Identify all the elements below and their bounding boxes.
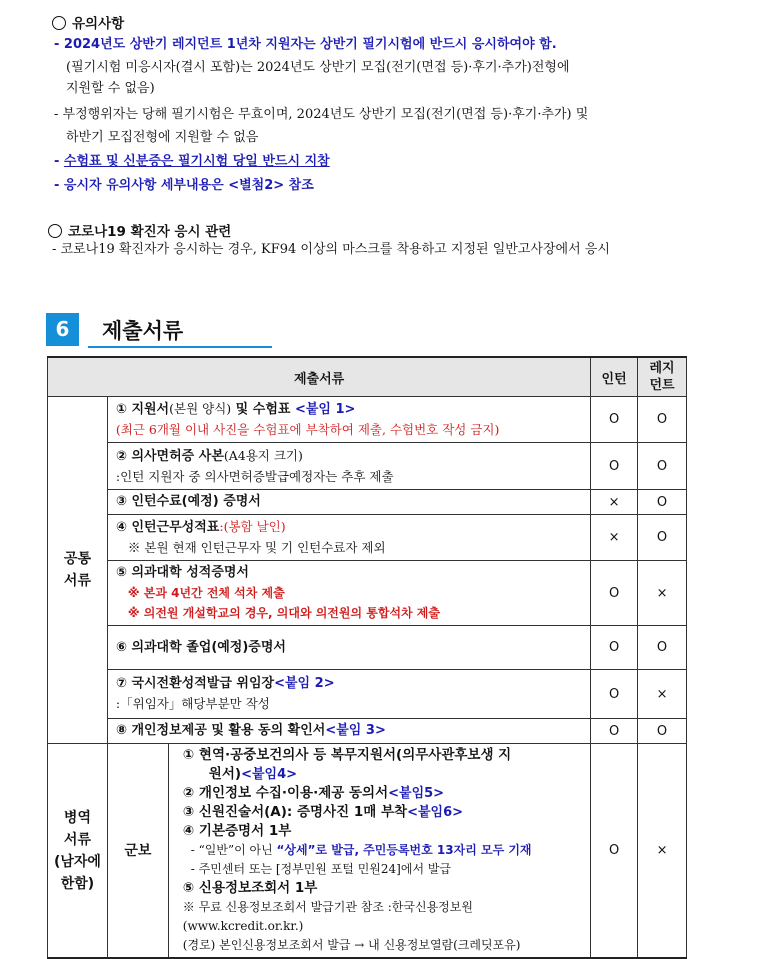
intern-mark: × xyxy=(591,490,638,515)
resident-mark: × xyxy=(638,744,687,959)
table-row xyxy=(48,515,687,561)
table-row-military xyxy=(48,744,687,959)
documents-table xyxy=(47,356,687,959)
doc-title: ⑦ 국시전환성적발급 위임장 xyxy=(115,676,275,691)
notes-line-6 xyxy=(54,153,330,171)
intern-mark: O xyxy=(591,719,638,744)
military-item-2-ref: <붙임5> xyxy=(388,786,445,801)
resident-mark: O xyxy=(638,719,687,744)
doc-title-paren: :(봉함 날인) xyxy=(219,519,286,534)
doc-title: ① 지원서 xyxy=(115,402,170,417)
common-docs-label xyxy=(48,397,108,744)
doc-note: :「위임자」해당부분만 작성 xyxy=(115,696,270,711)
doc-attachment-ref: <붙임 3> xyxy=(325,723,386,738)
intern-mark: O xyxy=(591,670,638,719)
intern-mark: O xyxy=(591,626,638,670)
common-label-line1: 공통 xyxy=(63,551,91,567)
intern-mark: O xyxy=(591,744,638,959)
doc-title: ③ 인턴수료(예정) 증명서 xyxy=(115,494,261,509)
resident-mark: O xyxy=(638,397,687,443)
notes-line-1: - 2024년도 상반기 레지던트 1년차 지원자는 상반기 필기시험에 반드시 응시하여야 함. xyxy=(54,37,557,52)
header-intern: 인턴 xyxy=(591,357,638,397)
header-resident-line2: 던트 xyxy=(649,378,675,393)
military-item-4-note-pre: - “일반”이 아닌 xyxy=(190,843,277,857)
doc-title-paren: (본원 양식) xyxy=(169,401,232,416)
resident-mark: O xyxy=(638,626,687,670)
military-sub-label: 군보 xyxy=(107,744,168,959)
circle-bullet-icon xyxy=(48,224,62,238)
table-row xyxy=(48,719,687,744)
intern-mark: × xyxy=(591,515,638,561)
notes-line-6-dash: - xyxy=(54,154,64,169)
notes-line-3: 지원할 수 없음) xyxy=(66,81,155,96)
doc-item-3 xyxy=(107,490,590,515)
doc-note: ※ 본원 현재 인턴근무자 및 기 인턴수료자 제외 xyxy=(127,540,386,555)
doc-title: ⑥ 의과대학 졸업(예정)증명서 xyxy=(115,639,286,655)
military-item-1: ① 현역·공중보건의사 등 복무지원서(의무사관후보생 지 xyxy=(182,747,512,763)
military-item-4-note-2: - 주민센터 또는 [정부민원 포털 민원24]에서 발급 xyxy=(190,862,452,876)
section-number-badge: 6 xyxy=(46,313,79,346)
covid-line-1: - 코로나19 확진자가 응시하는 경우, KF94 이상의 마스크를 착용하고 지정된 일반고사장에서 응시 xyxy=(52,242,610,257)
covid-heading xyxy=(48,220,231,240)
table-row xyxy=(48,626,687,670)
covid-heading-text: 코로나19 확진자 응시 관련 xyxy=(68,224,232,240)
military-docs-label xyxy=(48,744,108,959)
doc-title: ⑤ 의과대학 성적증명서 xyxy=(115,565,249,580)
intern-mark: O xyxy=(591,561,638,626)
intern-mark: O xyxy=(591,397,638,443)
military-items xyxy=(168,744,590,959)
doc-note: (최근 6개월 이내 사진을 수험표에 부착하여 제출, 수험번호 작성 금지) xyxy=(115,422,500,437)
doc-title-paren: (A4용지 크기) xyxy=(223,447,303,463)
table-row xyxy=(48,490,687,515)
military-item-5: ⑤ 신용정보조회서 1부 xyxy=(182,880,318,896)
military-label-line4: 한함) xyxy=(60,875,95,892)
doc-item-2 xyxy=(107,443,590,490)
doc-item-8 xyxy=(107,719,590,744)
header-resident xyxy=(638,357,687,397)
notes-line-7: - 응시자 유의사항 세부내용은 <별첨2> 참조 xyxy=(54,178,314,193)
table-row xyxy=(48,561,687,626)
doc-attachment-ref: <붙임 2> xyxy=(274,676,335,691)
doc-attachment-ref: <붙임 1> xyxy=(294,402,356,417)
resident-mark: O xyxy=(638,443,687,490)
military-item-1-cont: 원서) xyxy=(208,766,242,782)
resident-mark: O xyxy=(638,515,687,561)
military-item-2: ② 개인정보 수집·이용·제공 동의서 xyxy=(182,785,389,801)
military-item-5-note-1: ※ 무료 신용정보조회서 발급기관 참조 :한국신용정보원(www.kcredit.or.kr.) xyxy=(182,900,473,933)
doc-item-7 xyxy=(107,670,590,719)
doc-note-2: ※ 의전원 개설학교의 경우, 의대와 의전원의 통합석차 제출 xyxy=(127,606,440,620)
doc-item-4 xyxy=(107,515,590,561)
resident-mark: × xyxy=(638,670,687,719)
military-item-1-ref: <붙임4> xyxy=(241,767,298,782)
doc-note: :인턴 지원자 중 의사면허증발급예정자는 추후 제출 xyxy=(115,468,394,484)
section-title: 제출서류 xyxy=(102,319,184,343)
table-row xyxy=(48,397,687,443)
doc-title: ④ 인턴근무성적표 xyxy=(115,520,220,535)
common-label-line2: 서류 xyxy=(63,573,91,589)
doc-item-6 xyxy=(107,626,590,670)
military-item-5-note-2: (경로) 본인신용정보조회서 발급 → 내 신용정보열람(크레딧포유) xyxy=(182,938,521,952)
table-header-row xyxy=(48,357,687,397)
circle-bullet-icon xyxy=(52,16,66,30)
military-label-line1: 병역 xyxy=(63,809,91,826)
header-resident-line1: 레지 xyxy=(649,361,675,376)
military-item-4: ④ 기본증명서 1부 xyxy=(182,823,292,839)
intern-mark: O xyxy=(591,443,638,490)
notes-heading xyxy=(52,12,124,32)
resident-mark: O xyxy=(638,490,687,515)
section-title-underline xyxy=(88,346,272,348)
doc-item-5 xyxy=(107,561,590,626)
table-row xyxy=(48,670,687,719)
header-docs: 제출서류 xyxy=(48,357,591,397)
doc-title: ② 의사면허증 사본 xyxy=(115,448,224,464)
military-item-3-ref: <붙임6> xyxy=(407,805,464,820)
notes-line-2: (필기시험 미응시자(결시 포함)는 2024년도 상반기 모집(전기(면접 등)·후기·추가)전형에 xyxy=(66,60,570,75)
military-label-line3: (남자에 xyxy=(53,853,101,870)
notes-line-4: - 부정행위자는 당해 필기시험은 무효이며, 2024년도 상반기 모집(전기(면접 등)·후기·추가) 및 xyxy=(54,107,589,122)
table-row xyxy=(48,443,687,490)
doc-title-rest: 및 수험표 xyxy=(231,402,295,417)
notes-line-5: 하반기 모집전형에 지원할 수 없음 xyxy=(66,130,259,145)
resident-mark: × xyxy=(638,561,687,626)
notes-heading-text: 유의사항 xyxy=(72,16,125,32)
doc-title: ⑧ 개인정보제공 및 활용 동의 확인서 xyxy=(115,723,326,738)
military-item-3: ③ 신원진술서(A): 증명사진 1매 부착 xyxy=(182,804,408,820)
notes-line-6-text: 수험표 및 신분증은 필기시험 당일 반드시 지참 xyxy=(63,154,330,169)
military-label-line2: 서류 xyxy=(63,831,91,848)
doc-item-1 xyxy=(107,397,590,443)
military-item-4-note-blue: “상세”로 발급, 주민등록번호 13자리 모두 기재 xyxy=(276,843,532,857)
doc-note: ※ 본과 4년간 전체 석차 제출 xyxy=(127,586,285,600)
